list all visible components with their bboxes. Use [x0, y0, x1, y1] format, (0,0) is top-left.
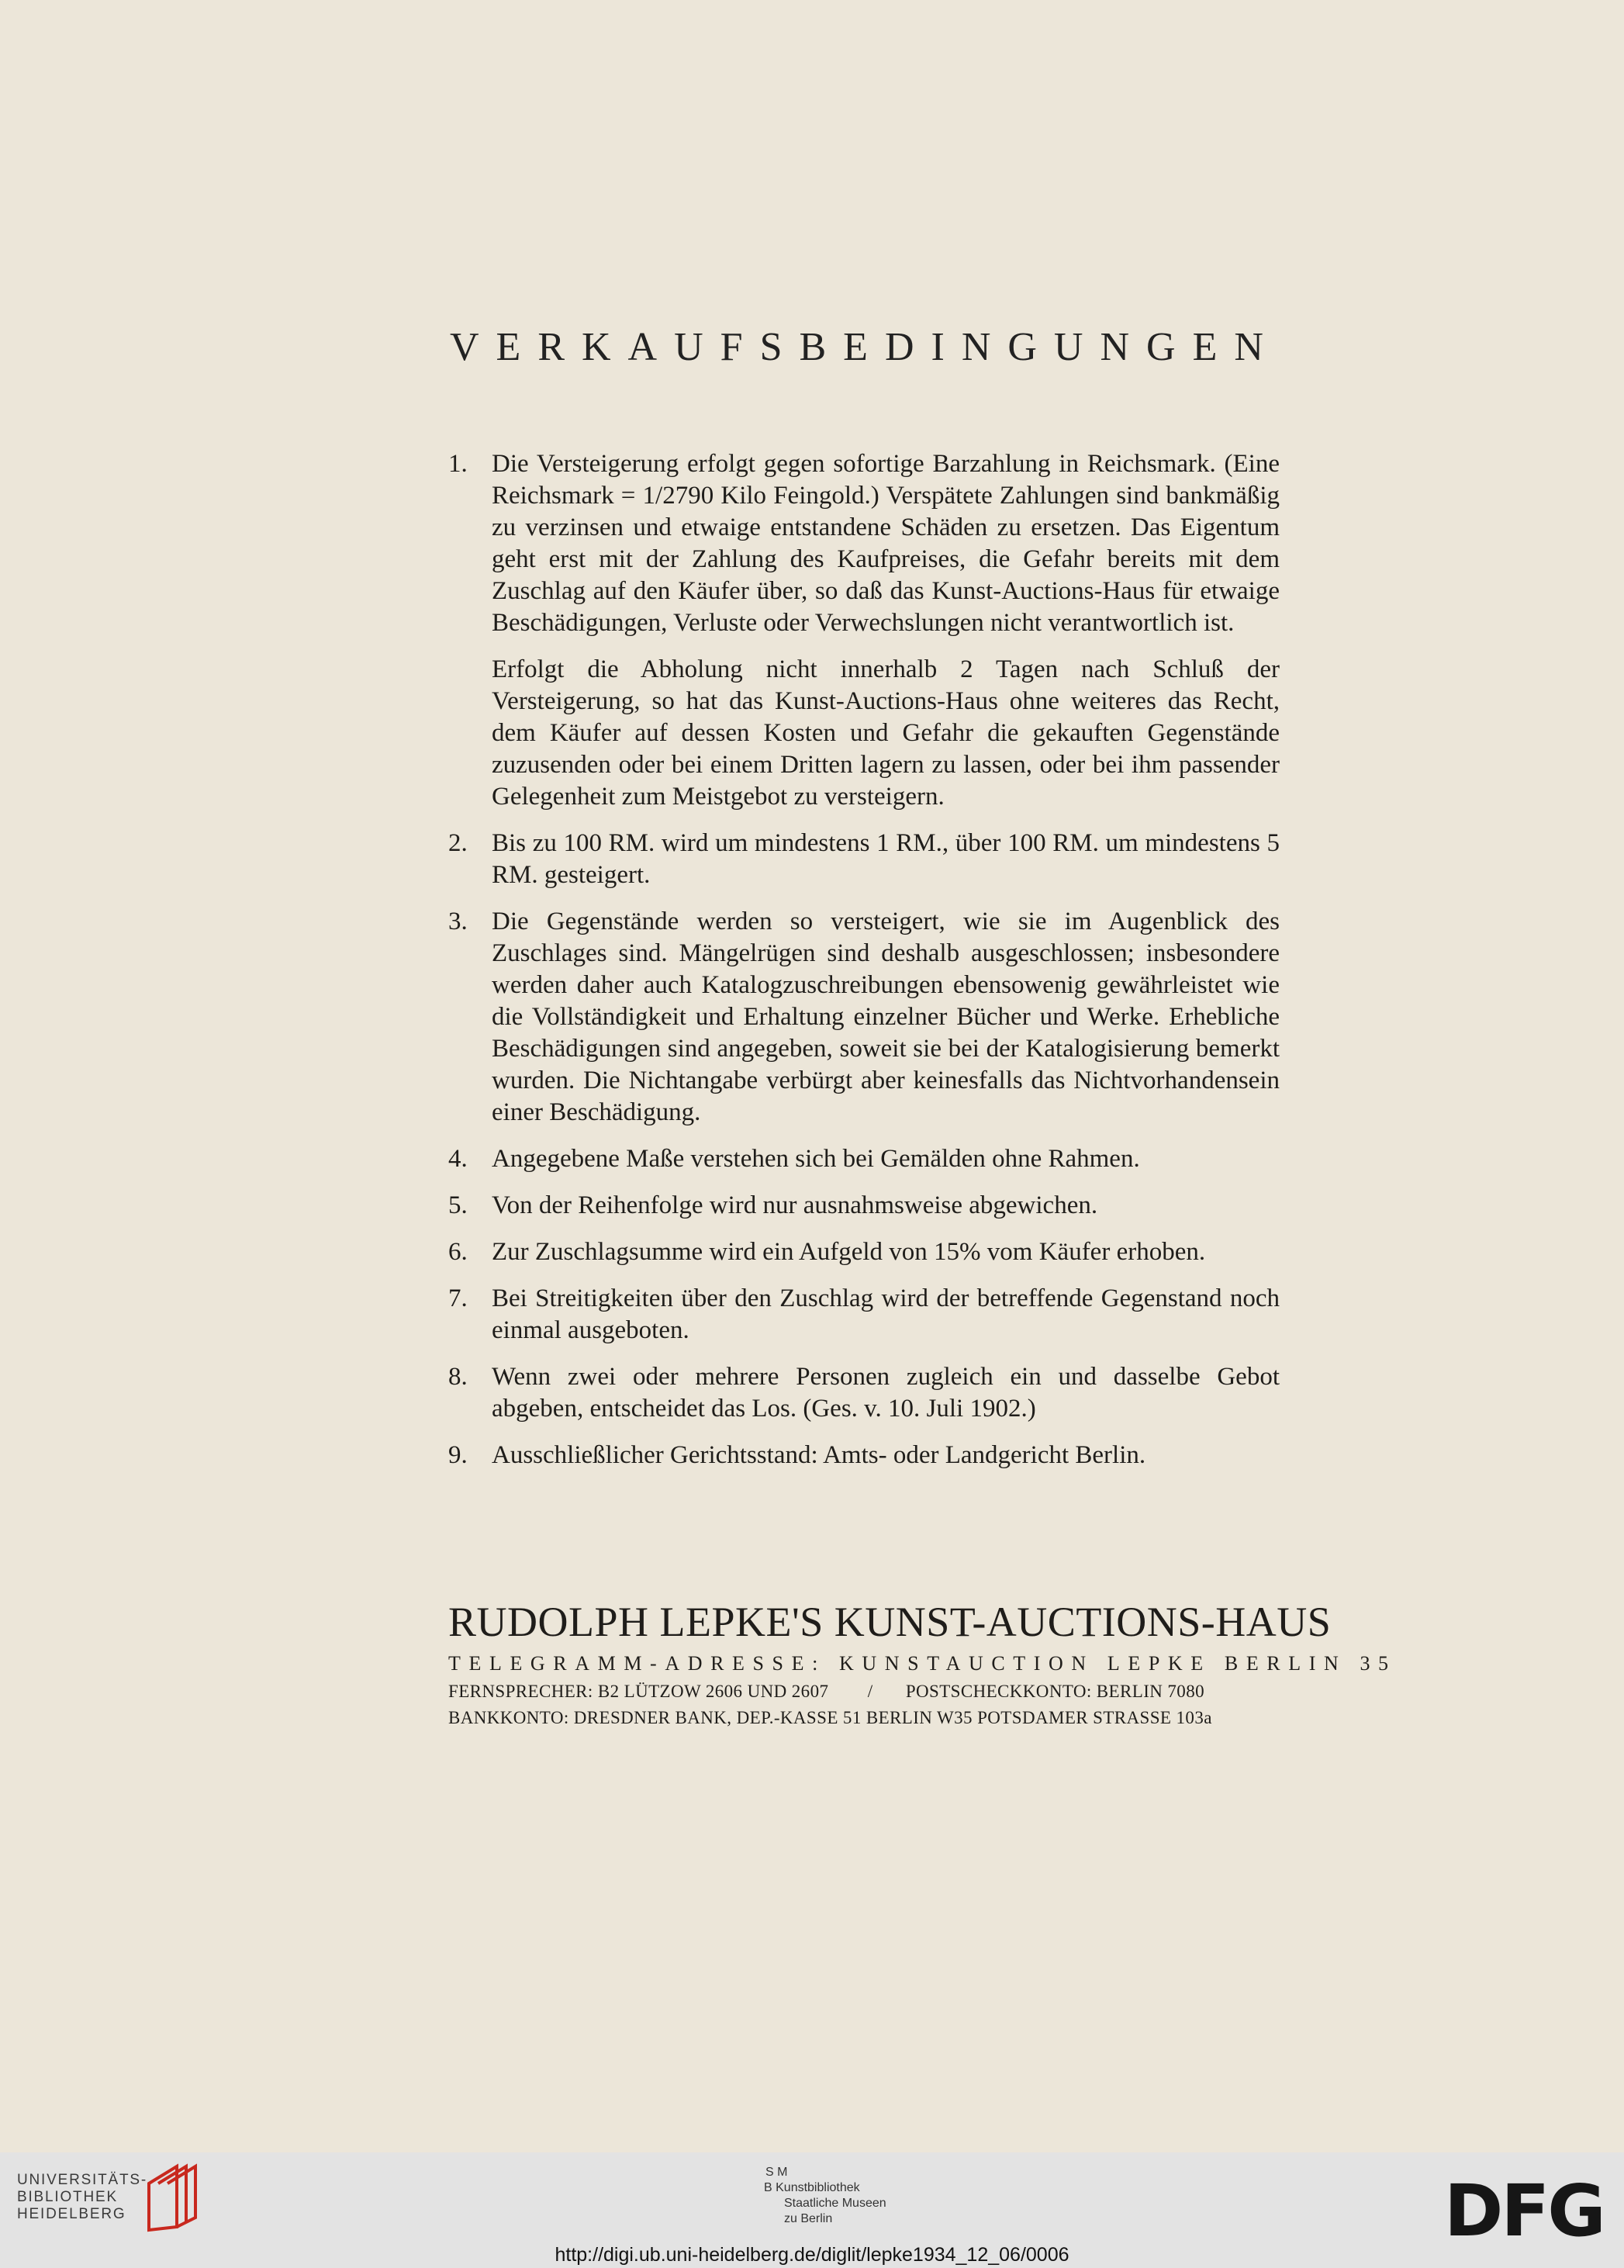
library-line: Staatliche Museen	[784, 2197, 886, 2210]
dfg-logo: DFG	[1444, 2169, 1604, 2252]
term-item	[448, 828, 1280, 891]
phone-postcheck-line	[448, 1682, 1286, 1702]
term-number: 8.	[448, 1363, 468, 1391]
term-number: 7.	[448, 1284, 468, 1312]
term-text: Die Versteigerung erfolgt gegen sofortige Barzahlung in Reichsmark. (Eine Reichsmark = 1/2790 Kilo Feingold.) Verspätete Zahlungen sind bankmäßig zu verzinsen und etwaige entstandene Schäden zu ersetzen. Das Eigentum geht erst mit der Zahlung des Kaufpreises, die Gefahr bereits mit dem Zuschlag auf den Käufer über, so daß das Kunst-Auctions-Haus für etwaige Beschädigungen, Verluste oder Verwechslungen nicht verantwortlich ist.	[492, 450, 1280, 637]
page-title: VERKAUFSBEDINGUNGEN	[450, 325, 1280, 369]
term-number: 9.	[448, 1441, 468, 1469]
terms-list	[448, 448, 1280, 1486]
term-number: 3.	[448, 908, 468, 935]
term-item	[448, 906, 1280, 1129]
term-text: Die Gegenstände werden so versteigert, wie sie im Augenblick des Zuschlages sind. Mängelrügen sind deshalb ausgeschlossen; insbesondere werden daher auch Katalogzuschreibungen ebensowenig gewährleistet wie die Vollständigkeit und Erhaltung einzelner Bücher und Werke. Erhebliche Beschädigungen sind angegeben, soweit sie bei der Katalogisierung bemerkt wurden. Die Nichtangabe verbürgt aber keinesfalls das Nichtvorhandensein einer Beschädigung.	[492, 908, 1280, 1126]
separator: /	[867, 1682, 873, 1701]
term-number: 4.	[448, 1145, 468, 1173]
telegram-address: TELEGRAMM-ADRESSE: KUNSTAUCTION LEPKE BERLIN 35	[448, 1652, 1397, 1675]
term-text: Ausschließlicher Gerichtsstand: Amts- oder Landgericht Berlin.	[492, 1441, 1146, 1469]
term-number: 5.	[448, 1191, 468, 1219]
library-line: zu Berlin	[784, 2212, 833, 2225]
term-text: Bis zu 100 RM. wird um mindestens 1 RM., über 100 RM. um mindestens 5 RM. gesteigert.	[492, 829, 1280, 889]
university-logo-icon	[141, 2160, 208, 2235]
term-item	[448, 1440, 1280, 1471]
term-item	[448, 1143, 1280, 1175]
university-library-name	[17, 2172, 147, 2223]
term-text: Zur Zuschlagsumme wird ein Aufgeld von 15% vom Käufer erhoben.	[492, 1238, 1206, 1266]
digitization-footer	[0, 2152, 1624, 2268]
term-text: Bei Streitigkeiten über den Zuschlag wird der betreffende Gegenstand noch einmal ausgeboten.	[492, 1284, 1280, 1344]
term-item	[448, 448, 1280, 813]
term-number: 1.	[448, 450, 468, 478]
auction-house-block	[448, 1598, 1397, 1728]
term-text: Von der Reihenfolge wird nur ausnahmsweise abgewichen.	[492, 1191, 1098, 1219]
term-item	[448, 1283, 1280, 1347]
bank-account: BANKKONTO: DRESDNER BANK, DEP.-KASSE 51 BERLIN W35 POTSDAMER STRASSE 103a	[448, 1708, 1212, 1727]
term-number: 6.	[448, 1238, 468, 1266]
term-text: Angegebene Maße verstehen sich bei Gemälden ohne Rahmen.	[492, 1145, 1140, 1173]
university-line: BIBLIOTHEK	[17, 2189, 118, 2205]
university-line: HEIDELBERG	[17, 2206, 126, 2222]
kunstbibliothek-label	[764, 2165, 886, 2227]
term-item	[448, 1236, 1280, 1268]
university-line: UNIVERSITÄTS-	[17, 2172, 148, 2188]
permalink-url[interactable]: http://digi.ub.uni-heidelberg.de/diglit/lepke1934_12_06/0006	[555, 2244, 1069, 2266]
library-line: B Kunstbibliothek	[764, 2181, 860, 2194]
term-number: 2.	[448, 829, 468, 857]
term-text: Wenn zwei oder mehrere Personen zugleich ein und dasselbe Gebot abgeben, entscheidet das Los. (Ges. v. 10. Juli 1902.)	[492, 1363, 1280, 1423]
library-line: S M	[765, 2166, 788, 2179]
term-item	[448, 1361, 1280, 1425]
term-item	[448, 1190, 1280, 1222]
term-text: Erfolgt die Abholung nicht innerhalb 2 Tagen nach Schluß der Versteigerung, so hat das Kunst-Auctions-Haus ohne weiteres das Recht, dem Käufer auf dessen Kosten und Gefahr die gekauften Gegenstände zuzusenden oder bei einem Dritten lagern zu lassen, oder bei ihm passender Gelegenheit zum Meistgebot zu versteigern.	[492, 655, 1280, 811]
postcheck-account: POSTSCHECKKONTO: BERLIN 7080	[905, 1682, 1205, 1701]
phone-number: FERNSPRECHER: B2 LÜTZOW 2606 UND 2607	[448, 1682, 829, 1701]
auction-house-name: RUDOLPH LEPKE'S KUNST-AUCTIONS-HAUS	[448, 1599, 1332, 1645]
